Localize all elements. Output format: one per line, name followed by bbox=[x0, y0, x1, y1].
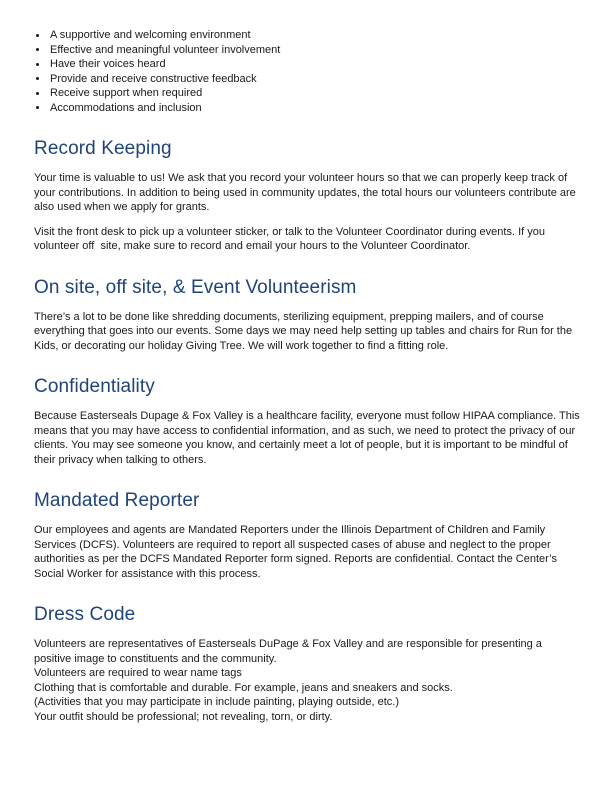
section-dress-code bbox=[34, 603, 580, 724]
paragraph-line: Volunteers are representatives of Easterseals DuPage & Fox Valley and are responsible for presenting a positive image to constituents and the community. bbox=[34, 638, 545, 665]
paragraph: Your time is valuable to us! We ask that you record your volunteer hours so that we can properly keep track of your contributions. In addition to being used in community updates, the total hours our volunteers contribute are also used when we apply for grants. bbox=[34, 172, 579, 213]
bullet-list bbox=[34, 28, 580, 115]
section-heading: Dress Code bbox=[34, 604, 136, 625]
paragraph-line: Your outfit should be professional; not revealing, torn, or dirty. bbox=[34, 710, 333, 723]
bullet-item bbox=[34, 43, 580, 58]
bullet-item bbox=[34, 57, 580, 72]
bullet-item bbox=[34, 28, 580, 43]
bullet-text: A supportive and welcoming environment bbox=[50, 29, 251, 41]
bullet-icon bbox=[36, 48, 39, 51]
section-heading: Mandated Reporter bbox=[34, 490, 200, 511]
bullet-item bbox=[34, 86, 580, 101]
section-confidentiality bbox=[34, 375, 583, 467]
bullet-icon bbox=[36, 34, 39, 37]
bullet-text: Have their voices heard bbox=[50, 58, 166, 70]
paragraph: Visit the front desk to pick up a volunteer sticker, or talk to the Volunteer Coordinator during events. If you volunteer off site, make sure to record and email your hours to the Volunteer Coordinator. bbox=[34, 225, 549, 252]
bullet-text: Provide and receive constructive feedback bbox=[50, 72, 257, 85]
paragraph-line: Volunteers are required to wear name tags bbox=[34, 667, 242, 679]
section-heading: On site, off site, & Event Volunteerism bbox=[34, 276, 357, 298]
paragraph: Our employees and agents are Mandated Reporters under the Illinois Department of Children and Family Services (DCFS). Volunteers are required to report all suspected cases of abuse and neglect to the proper authorities as per the DCFS Mandated Reporter form signed. Reports are confidential. Contact the Center’s Social Worker for assistance with this process. bbox=[34, 524, 561, 580]
bullet-item bbox=[34, 101, 580, 116]
section-record-keeping bbox=[34, 137, 580, 254]
section-mandated-reporter bbox=[34, 489, 580, 581]
bullet-icon bbox=[36, 63, 39, 66]
bullet-icon bbox=[36, 106, 39, 109]
paragraph: Because Easterseals Dupage & Fox Valley is a healthcare facility, everyone must follow HIPAA compliance. This means that you may have access to confidential information, and as such, we need to protect the privacy of our clients. You may see someone you know, and certainly meet a lot of people, but it is important to be mindful of their privacy when talking to others. bbox=[34, 410, 583, 466]
bullet-icon bbox=[36, 77, 39, 80]
paragraph-line: (Activities that you may participate in include painting, playing outside, etc.) bbox=[34, 696, 400, 708]
section-heading: Record Keeping bbox=[34, 138, 172, 159]
paragraph-line: Clothing that is comfortable and durable. For example, jeans and sneakers and socks. bbox=[34, 681, 453, 694]
bullet-text: Accommodations and inclusion bbox=[50, 101, 202, 114]
section-onsite-offsite-event-volunteerism bbox=[34, 276, 580, 354]
bullet-icon bbox=[36, 92, 39, 95]
bullet-text: Effective and meaningful volunteer involvement bbox=[50, 43, 281, 56]
bullet-text: Receive support when required bbox=[50, 87, 203, 99]
bullet-item bbox=[34, 72, 580, 87]
paragraph: There’s a lot to be done like shredding documents, sterilizing equipment, prepping mailers, and of course everything that goes into our events. Some days we may need help setting up tables and chairs for Run for the Kids, or decorating our holiday Giving Tree. We will work together to find a fitting role. bbox=[34, 310, 576, 352]
section-heading: Confidentiality bbox=[34, 376, 155, 397]
